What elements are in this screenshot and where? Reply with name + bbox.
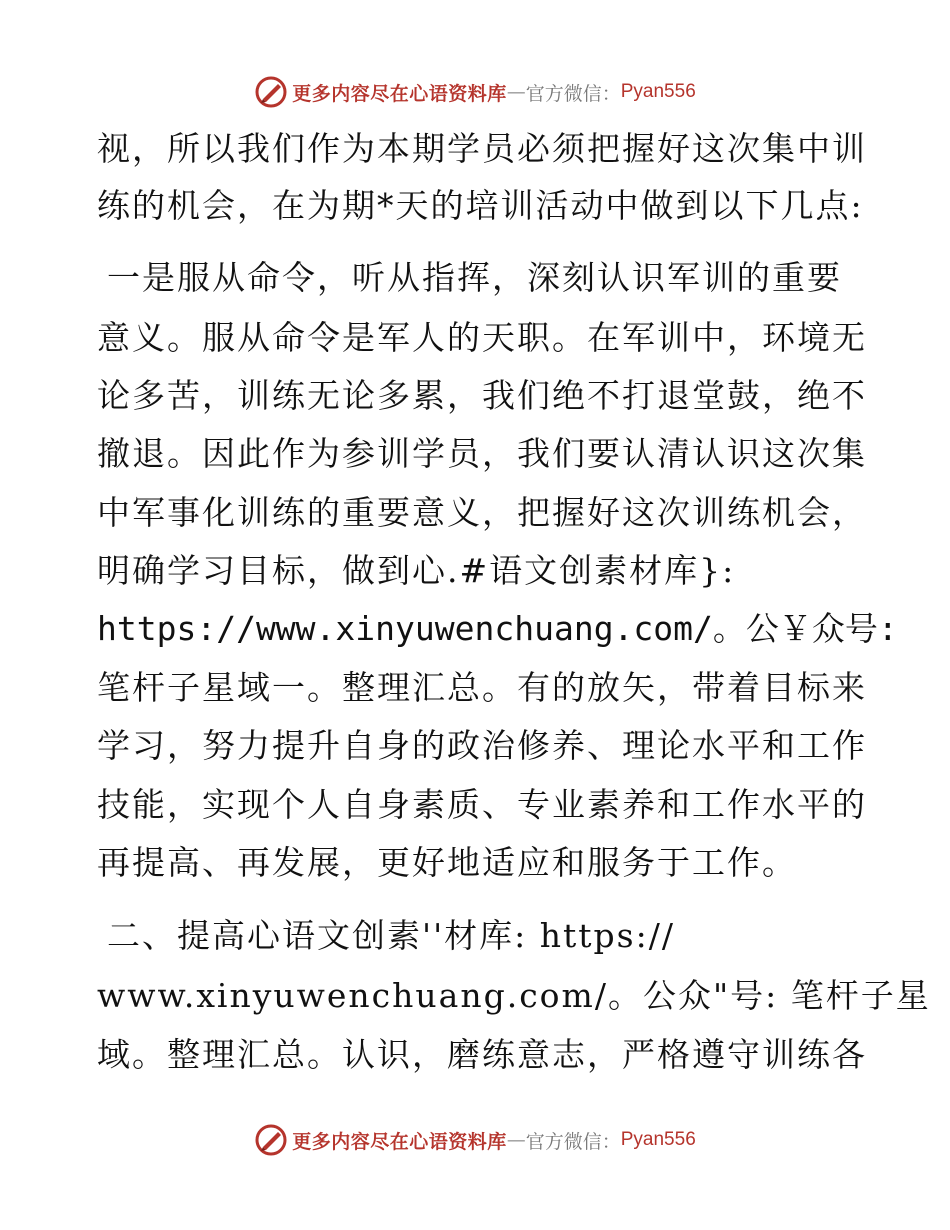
text-line: 意义。服从命令是军人的天职。在军训中，环境无 <box>97 318 867 357</box>
text-line: www.xinyuwenchuang.com/。公众"号: 笔杆子星 <box>97 976 931 1015</box>
text-line: 论多苦，训练无论多累，我们绝不打退堂鼓，绝不 <box>97 376 867 415</box>
footer-banner <box>0 1120 950 1160</box>
text-line: 再提高、再发展，更好地适应和服务于工作。 <box>97 843 797 882</box>
text-line: 学习，努力提升自身的政治修养、理论水平和工作 <box>97 726 867 765</box>
banner-wechat-id: Pyan556 <box>620 1129 696 1150</box>
text-line: 域。整理汇总。认识，磨练意志，严格遵守训练各 <box>97 1035 867 1074</box>
text-line: 二、提高心语文创素''材库: https:// <box>107 916 675 955</box>
banner-title: 更多内容尽在心语资料库 <box>292 82 507 105</box>
text-line: 中军事化训练的重要意义，把握好这次训练机会， <box>97 493 867 532</box>
banner-wechat-label: 官方微信： <box>525 1130 621 1153</box>
banner-dash: — <box>506 1129 526 1151</box>
header-banner <box>0 72 950 112</box>
banner-wechat-label: 官方微信： <box>525 82 621 105</box>
text-line: 一是服从命令，听从指挥，深刻认识军训的重要 <box>107 258 842 297</box>
logo-icon <box>254 75 288 109</box>
text-line: 技能，实现个人自身素质、专业素养和工作水平的 <box>97 785 867 824</box>
banner-title: 更多内容尽在心语资料库 <box>292 1130 507 1153</box>
text-line: 明确学习目标，做到心.#语文创素材库}: <box>97 551 736 590</box>
text-line: 撤退。因此作为参训学员，我们要认清认识这次集 <box>97 434 867 473</box>
text-line: 笔杆子星域一。整理汇总。有的放矢，带着目标来 <box>97 668 867 707</box>
banner-wechat-id: Pyan556 <box>620 81 696 102</box>
text-line: 视，所以我们作为本期学员必须把握好这次集中训 <box>97 129 867 168</box>
logo-icon <box>254 1123 288 1157</box>
banner-dash: — <box>506 81 526 103</box>
text-line: 练的机会，在为期*天的培训活动中做到以下几点: <box>97 186 864 225</box>
text-line: https://www.xinyuwenchuang.com/。公￥众号: <box>97 609 898 648</box>
